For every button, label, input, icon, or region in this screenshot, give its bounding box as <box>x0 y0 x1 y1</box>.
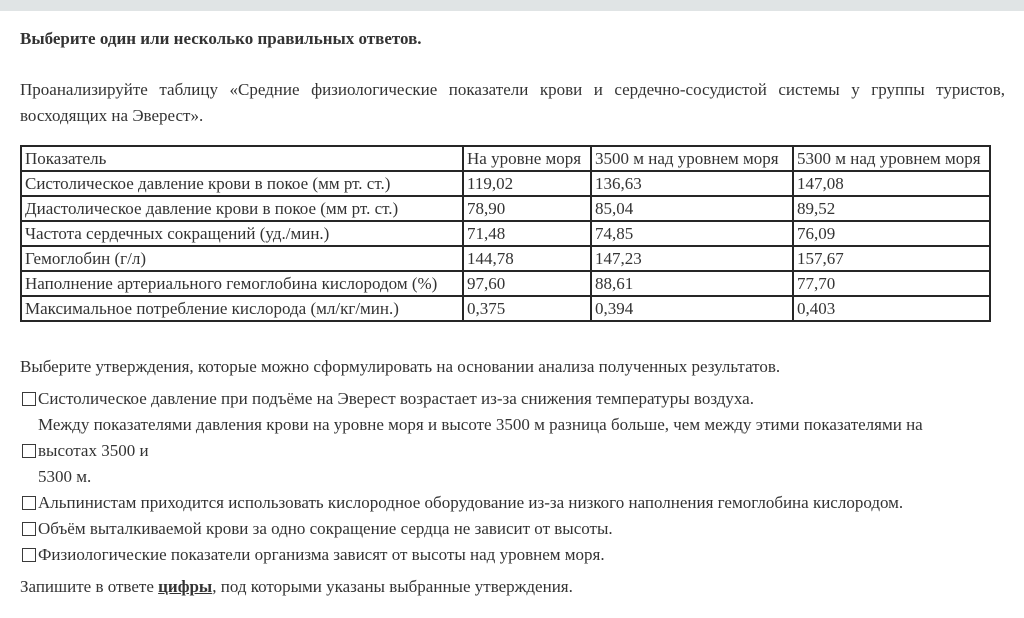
statement-label-4: Объём выталкиваемой крови за одно сокращение сердца не зависит от высоты. <box>38 519 613 538</box>
statement-option-3[interactable] <box>22 490 1005 516</box>
table-cell: 0,403 <box>793 296 990 321</box>
statement-checkbox-2[interactable] <box>22 444 36 458</box>
table-cell: 78,90 <box>463 196 591 221</box>
table-row <box>21 271 990 296</box>
table-header-3500m: 3500 м над уровнем моря <box>591 146 793 171</box>
statement-options <box>20 386 1005 568</box>
table-row <box>21 296 990 321</box>
task-description <box>20 77 1005 129</box>
table-cell: 77,70 <box>793 271 990 296</box>
table-cell: 144,78 <box>463 246 591 271</box>
table-cell: 71,48 <box>463 221 591 246</box>
row-label: Диастолическое давление крови в покое (мм рт. ст.) <box>21 196 463 221</box>
statement-option-5[interactable] <box>22 542 1005 568</box>
row-label: Систолическое давление крови в покое (мм рт. ст.) <box>21 171 463 196</box>
statement-checkbox-5[interactable] <box>22 548 36 562</box>
answer-instruction-prefix: Запишите в ответе <box>20 577 159 596</box>
statement-checkbox-4[interactable] <box>22 522 36 536</box>
statement-label-5: Физиологические показатели организма зависят от высоты над уровнем моря. <box>38 545 605 564</box>
table-cell: 89,52 <box>793 196 990 221</box>
table-cell: 97,60 <box>463 271 591 296</box>
question-instruction: Выберите один или несколько правильных ответов. <box>20 29 422 48</box>
table-header-row <box>21 146 990 171</box>
statement-option-2[interactable] <box>22 412 1005 490</box>
row-label: Частота сердечных сокращений (уд./мин.) <box>21 221 463 246</box>
table-cell: 157,67 <box>793 246 990 271</box>
table-row <box>21 221 990 246</box>
physiology-table <box>20 145 991 322</box>
select-statements-prompt: Выберите утверждения, которые можно сформулировать на основании анализа полученных результатов. <box>20 357 781 376</box>
table-cell: 76,09 <box>793 221 990 246</box>
statement-label-1: Систолическое давление при подъёме на Эверест возрастает из-за снижения температуры воздуха. <box>38 389 754 408</box>
table-row <box>21 246 990 271</box>
table-header-sea-level: На уровне моря <box>463 146 591 171</box>
table-cell: 0,375 <box>463 296 591 321</box>
answer-instruction-suffix: , под которыми указаны выбранные утверждения. <box>212 577 573 596</box>
table-cell: 88,61 <box>591 271 793 296</box>
statement-checkbox-3[interactable] <box>22 496 36 510</box>
table-cell: 119,02 <box>463 171 591 196</box>
task-description-line-2: восходящих на Эверест». <box>20 106 204 125</box>
question-panel <box>0 11 1024 600</box>
statement-option-4[interactable] <box>22 516 1005 542</box>
table-row <box>21 196 990 221</box>
table-cell: 136,63 <box>591 171 793 196</box>
statement-label-3: Альпинистам приходится использовать кислородное оборудование из-за низкого наполнения гемоглобина кислородом. <box>38 493 904 512</box>
table-row <box>21 171 990 196</box>
statement-label-2: Между показателями давления крови на уровне моря и высоте 3500 м разница больше, чем между этими показателями на высотах 3500 и 5300 м. <box>38 415 923 486</box>
answer-instruction <box>20 574 1005 600</box>
row-label: Гемоглобин (г/л) <box>21 246 463 271</box>
table-header-5300m: 5300 м над уровнем моря <box>793 146 990 171</box>
statement-checkbox-1[interactable] <box>22 392 36 406</box>
row-label: Наполнение артериального гемоглобина кислородом (%) <box>21 271 463 296</box>
top-strip <box>0 0 1024 11</box>
task-description-line-1: Проанализируйте таблицу «Средние физиологические показатели крови и сердечно-сосудистой системы у группы туристов, <box>20 80 1005 99</box>
table-cell: 147,23 <box>591 246 793 271</box>
table-cell: 85,04 <box>591 196 793 221</box>
table-header-indicator: Показатель <box>21 146 463 171</box>
table-cell: 74,85 <box>591 221 793 246</box>
statement-option-1[interactable] <box>22 386 1005 412</box>
table-cell: 147,08 <box>793 171 990 196</box>
answer-instruction-emphasis: цифры <box>158 577 213 596</box>
table-cell: 0,394 <box>591 296 793 321</box>
row-label: Максимальное потребление кислорода (мл/кг/мин.) <box>21 296 463 321</box>
